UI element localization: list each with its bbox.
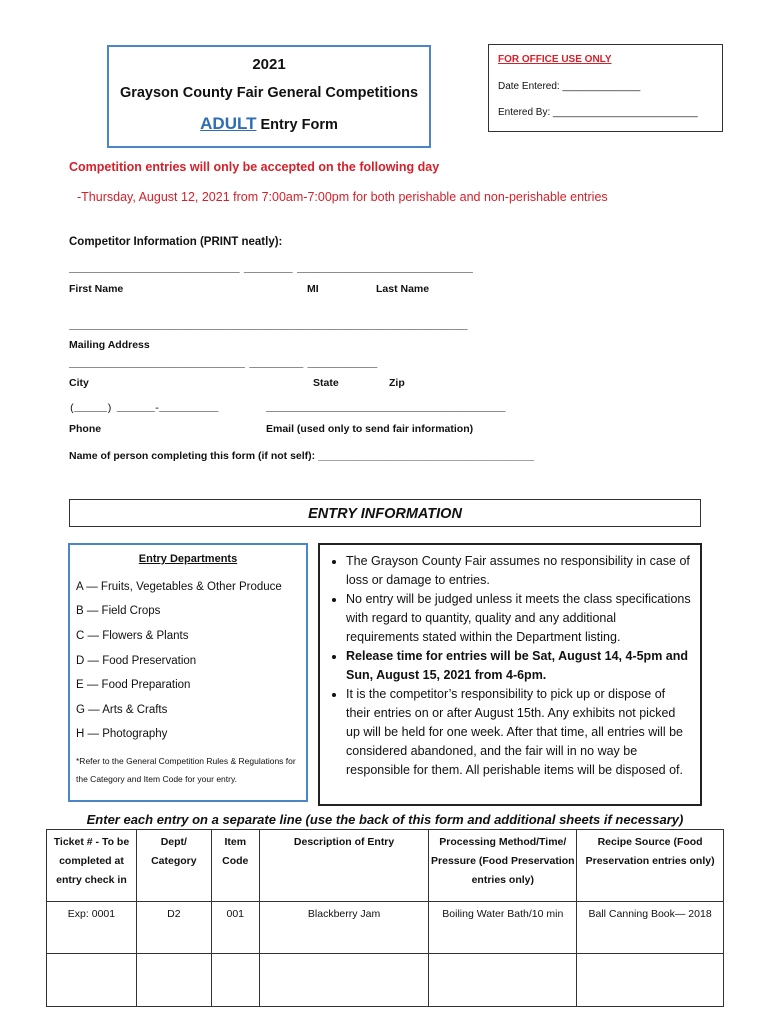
entry-form-label: Entry Form (256, 117, 338, 133)
description-header: Description of Entry (259, 830, 429, 902)
office-use-title: FOR OFFICE USE ONLY (498, 54, 612, 65)
entry-information-heading: ENTRY INFORMATION (69, 499, 701, 527)
form-year: 2021 (252, 56, 286, 73)
recipe-cell[interactable] (577, 954, 724, 1007)
mailing-address-label: Mailing Address (69, 339, 150, 351)
dept-category-header: Dept/ Category (136, 830, 211, 902)
rule-item: • No entry will be judged unless it meets the class specifications with regard to quantity, quality and any additional requirements stated within the Department listing. (346, 590, 692, 647)
rules-box (318, 543, 702, 806)
separate-line-note: Enter each entry on a separate line (use the back of this form and additional sheets if necessary) (86, 812, 684, 827)
state-label: State (313, 377, 339, 389)
department-item: G — Arts & Crafts (76, 704, 168, 716)
department-item: E — Food Preparation (76, 679, 191, 691)
table-row (47, 954, 724, 1007)
ticket-cell[interactable]: Exp: 0001 (47, 902, 137, 954)
processing-method-header: Processing Method/Time/ Pressure (Food Preservation entries only) (429, 830, 577, 902)
table-row (47, 902, 724, 954)
departments-box (68, 543, 308, 802)
item-code-header: Item Code (211, 830, 259, 902)
completer-field[interactable]: Name of person completing this form (if not self): _____________________________________ (69, 450, 535, 462)
department-item: A — Fruits, Vegetables & Other Produce (76, 581, 282, 593)
title-box (107, 45, 431, 148)
table-header-row (47, 830, 724, 902)
recipe-source-header: Recipe Source (Food Preservation entries only) (577, 830, 724, 902)
ticket-header: Ticket # - To be completed at entry check in (47, 830, 137, 902)
entries-table (46, 829, 724, 1007)
rule-item: • The Grayson County Fair assumes no responsibility in case of loss or damage to entries. (346, 552, 692, 590)
email-label: Email (used only to send fair information) (266, 423, 474, 435)
address-field[interactable]: ___________________________________________________________________________ (69, 321, 467, 333)
first-name-label: First Name (69, 283, 124, 295)
email-field[interactable]: _____________________________________________ (266, 403, 505, 415)
acceptance-notice: Competition entries will only be accepted on the following day (69, 160, 440, 174)
mi-label: MI (307, 283, 319, 295)
adult-label: ADULT (200, 114, 257, 133)
acceptance-date: -Thursday, August 12, 2021 from 7:00am-7:00pm for both perishable and non-perishable entries (77, 190, 608, 204)
competitor-heading: Competitor Information (PRINT neatly): (69, 236, 283, 248)
department-item: C — Flowers & Plants (76, 630, 189, 642)
form-subtitle (109, 114, 429, 134)
dept-cell[interactable]: D2 (136, 902, 211, 954)
city-label: City (69, 377, 89, 389)
item-code-cell[interactable]: 001 (211, 902, 259, 954)
departments-title: Entry Departments (138, 553, 238, 565)
last-name-label: Last Name (376, 283, 430, 295)
department-item: H — Photography (76, 728, 168, 740)
phone-label: Phone (69, 423, 102, 435)
description-cell[interactable] (259, 954, 429, 1007)
description-cell[interactable]: Blackberry Jam (259, 902, 429, 954)
department-item: D — Food Preservation (76, 655, 197, 667)
form-title: Grayson County Fair General Competitions (119, 85, 419, 101)
rules-list (320, 552, 692, 780)
city-state-zip-fields[interactable]: _________________________________ __________ _____________ (69, 359, 377, 371)
name-fields[interactable]: ________________________________ _________ _________________________________ (69, 264, 472, 276)
processing-cell[interactable]: Boiling Water Bath/10 min (429, 902, 577, 954)
department-item: B — Field Crops (76, 605, 161, 617)
date-entered-field[interactable]: Date Entered: ______________ (498, 81, 641, 92)
departments-note: *Refer to the General Competition Rules & Regulations for the Category and Item Code for your entry. (76, 756, 296, 784)
zip-label: Zip (389, 377, 405, 389)
office-use-box (488, 44, 723, 132)
item-code-cell[interactable] (211, 954, 259, 1007)
ticket-cell[interactable] (47, 954, 137, 1007)
recipe-cell[interactable]: Ball Canning Book— 2018 (577, 902, 724, 954)
entered-by-field[interactable]: Entered By: __________________________ (498, 107, 698, 118)
dept-cell[interactable] (136, 954, 211, 1007)
processing-cell[interactable] (429, 954, 577, 1007)
rule-item-release-time: • Release time for entries will be Sat, August 14, 4-5pm and Sun, August 15, 2021 from 4-6pm. (346, 647, 692, 685)
rule-item: • It is the competitor’s responsibility to pick up or dispose of their entries on or after August 15th. Any exhibits not picked up will be held for one week. After that time, all entries will be considered abandoned, and the fair will in no way be responsible for them. All perishable items will be disposed of. (346, 685, 692, 780)
phone-field[interactable]: (______) _______-___________ (69, 403, 218, 415)
